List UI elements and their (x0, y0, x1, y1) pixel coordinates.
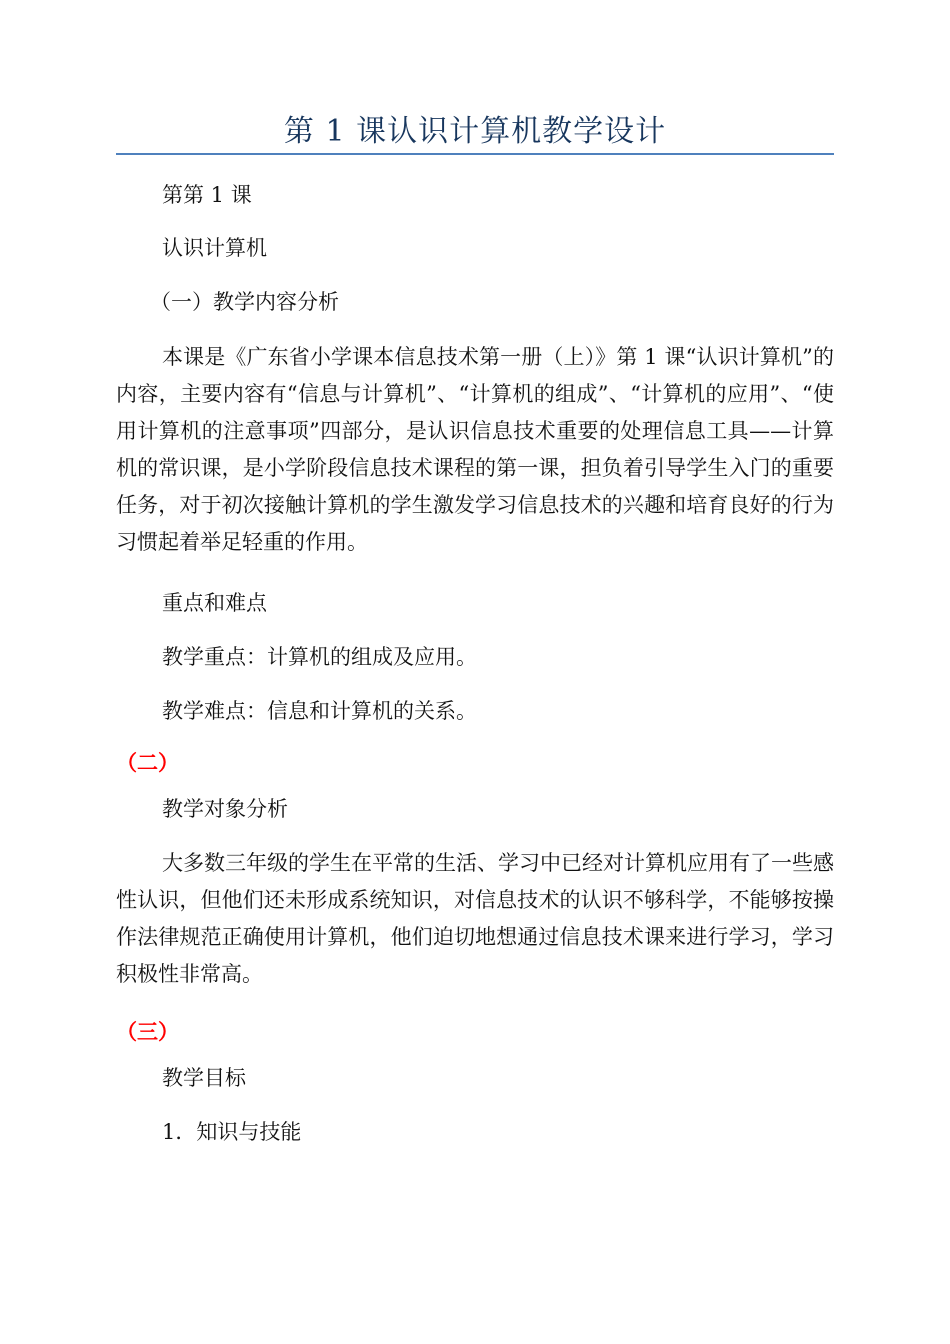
key-point-text: 教学重点：计算机的组成及应用。 (162, 645, 477, 669)
section2-heading: 教学对象分析 (162, 797, 288, 821)
key-points-heading: 重点和难点 (162, 591, 267, 615)
section2-paragraph: 大多数三年级的学生在平常的生活、学习中已经对计算机应用有了一些感性认识，但他们还未形成系统知识，对信息技术的认识不够科学，不能够按操作法律规范正确使用计算机，他们迫切地想通过信息技术课来进行学习，学习积极性非常高。 (116, 851, 834, 986)
section1-paragraph: 本课是《广东省小学课本信息技术第一册（上）》第 1 课“认识计算机”的内容，主要内容有“信息与计算机”、“计算机的组成”、“计算机的应用”、“使用计算机的注意事项”四部分，是认识信息技术重要的处理信息工具——计算机的常识课，是小学阶段信息技术课程的第一课，担负着引导学生入门的重要任务，对于初次接触计算机的学生激发学习信息技术的兴趣和培育良好的行为习惯起着举足轻重的作用。 (116, 345, 834, 554)
title-underline (116, 153, 834, 155)
section1-heading: （一）教学内容分析 (150, 290, 339, 314)
section2-marker: （二） (116, 751, 179, 775)
difficulty-text: 教学难点：信息和计算机的关系。 (162, 699, 477, 723)
section3-heading: 教学目标 (162, 1066, 246, 1090)
goal-item-1: 1．知识与技能 (162, 1120, 302, 1144)
lesson-name: 认识计算机 (162, 236, 267, 260)
document-title: 第 1 课认识计算机教学设计 (283, 114, 667, 149)
lesson-number: 第第 1 课 (162, 183, 252, 207)
section3-marker: （三） (116, 1020, 179, 1044)
